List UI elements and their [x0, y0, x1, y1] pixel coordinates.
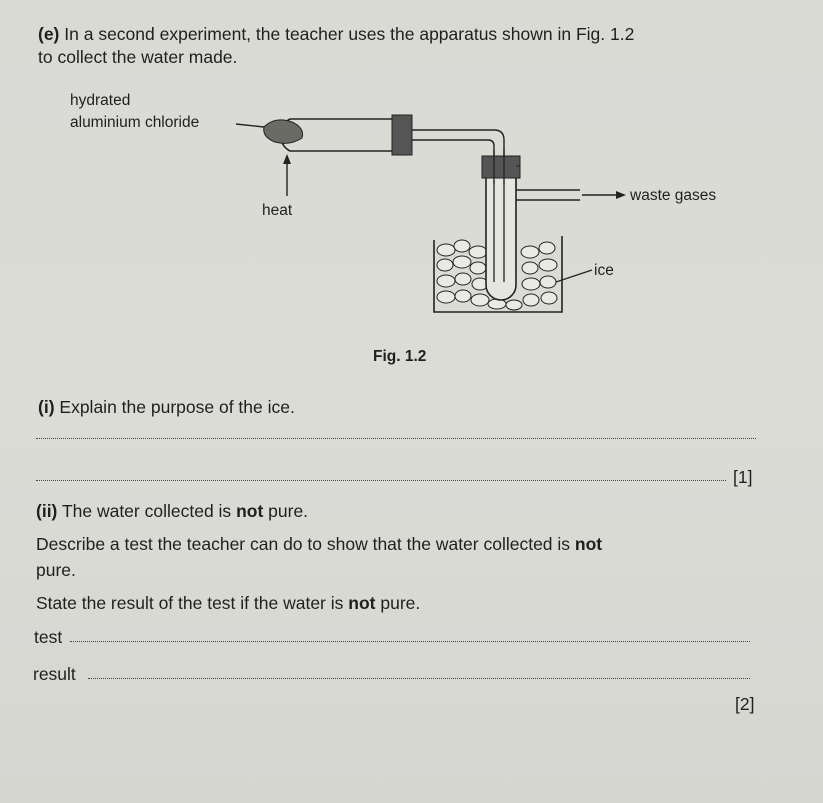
part-ii-emph-not: not [236, 501, 264, 521]
result-answer-line[interactable] [88, 678, 750, 679]
part-ii-mark: [2] [735, 694, 755, 714]
collecting-tube [486, 172, 516, 300]
state-text-a: State the result of the test if the water is [36, 593, 344, 613]
tube-stopper-2 [482, 156, 520, 178]
describe-line-2: pure. [36, 560, 76, 580]
state-text-b: pure. [380, 593, 421, 613]
chloride-pointer-line [236, 124, 264, 127]
figure-label-hydrated: hydrated [70, 92, 131, 109]
part-label: (e) [38, 24, 60, 44]
figure-label-ice: ice [594, 262, 614, 279]
answer-line-i-1[interactable] [36, 438, 756, 439]
part-ii-question [36, 500, 308, 522]
describe-emph-not: not [574, 534, 603, 554]
figure-label-aluminium-chloride: aluminium chloride [70, 114, 200, 131]
state-emph-not: not [348, 593, 376, 613]
describe-line-1 [36, 533, 602, 555]
part-i-mark: [1] [733, 467, 753, 487]
answer-line-i-2[interactable] [36, 480, 726, 481]
part-i-label: (i) [38, 397, 55, 417]
part-ii-text-b: pure. [268, 501, 309, 521]
test-answer-line[interactable] [70, 641, 750, 642]
describe-text: Describe a test the teacher can do to show that the water collected is [36, 534, 571, 554]
part-i-question [38, 396, 295, 418]
result-label: result [33, 664, 76, 684]
part-ii-text-a: The water collected is [61, 501, 232, 521]
tube-stopper-1 [392, 115, 412, 155]
waste-gas-arrowhead [616, 191, 626, 199]
figure-label-waste-gases: waste gases [630, 187, 717, 204]
part-ii-label: (ii) [36, 501, 58, 521]
part-i-text: Explain the purpose of the ice. [59, 397, 295, 417]
heat-arrowhead [283, 154, 291, 164]
figure-label-heat: heat [262, 202, 293, 219]
test-label: test [34, 627, 63, 647]
figure-caption: Fig. 1.2 [373, 348, 427, 365]
intro-text-1: In a second experiment, the teacher uses the apparatus shown in Fig. 1.2 [64, 24, 635, 44]
question-intro-line-2: to collect the water made. [38, 47, 238, 67]
aluminium-chloride-solid [264, 120, 303, 143]
state-line [36, 592, 420, 614]
